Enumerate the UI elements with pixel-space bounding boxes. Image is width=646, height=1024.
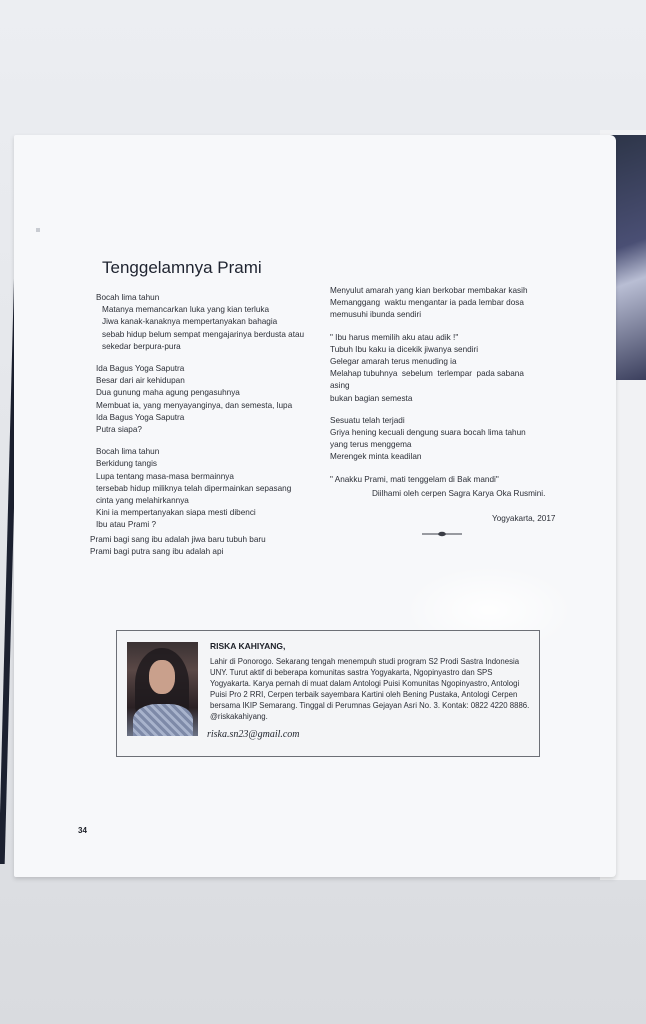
poem-line: tersebab hidup miliknya telah dipermainkan sepasang: [96, 483, 292, 493]
poem-line: Tubuh Ibu kaku ia dicekik jiwanya sendiri: [330, 344, 479, 354]
poem-line: sebab hidup belum sempat mengajarinya berdusta atau: [102, 329, 305, 339]
author-email: riska.sn23@gmail.com: [207, 729, 300, 740]
poem-line: Sesuatu telah terjadi: [330, 415, 405, 425]
place-date: Yogyakarta, 2017: [492, 514, 556, 523]
stanza-7: [330, 474, 528, 486]
poem-line: cinta yang melahirkannya: [96, 496, 189, 506]
stanza-5: [330, 332, 528, 405]
poem-line: Merengek minta keadilan: [330, 452, 422, 462]
stanza-1: [96, 292, 304, 353]
author-bio-text: Lahir di Ponorogo. Sekarang tengah menempuh studi program S2 Prodi Sastra Indonesia UNY. Turut aktif di beberapa komunitas sastra Yogyakarta, Ngopinyastro dan SPS Yogyakarta. Karya pernah di muat dalam Antologi Puisi Komunitas Ngopinyastro, Antologi Puisi Pro 2 RRI, Cerpen terbaik sayembara Kartini oleh Bening Pustaka, Antologi Cerpen bersama IKIP Semarang. Tinggal di Perumnas Gejayan Asri No. 3. Kontak: 0822 4220 8886. @riskakahiyang.: [210, 657, 530, 722]
ornament-divider: [420, 529, 464, 539]
page-mark: [36, 228, 40, 232]
poem-line: memusuhi ibunda sendiri: [330, 310, 422, 320]
poem-line: " Anakku Prami, mati tenggelam di Bak mandi": [330, 474, 499, 484]
poem-line: asing: [330, 381, 350, 391]
stanza-3: [96, 446, 304, 531]
poem-line: Prami bagi putra sang ibu adalah api: [90, 547, 224, 557]
poem-line: Prami bagi sang ibu adalah jiwa baru tubuh baru: [90, 535, 266, 544]
poem-line: Menyulut amarah yang kian berkobar membakar kasih: [330, 286, 528, 295]
poem-line: sekedar berpura-pura: [102, 341, 181, 351]
poem-title: Tenggelamnya Prami: [102, 258, 262, 277]
poem-right-column: [330, 285, 528, 496]
poem-line: Putra siapa?: [96, 425, 142, 435]
poem-line: Bocah lima tahun: [96, 293, 160, 302]
poem-line: Ida Bagus Yoga Saputra: [96, 412, 185, 422]
poem-line: yang terus menggema: [330, 440, 412, 450]
poem-line: Lupa tentang masa-masa bermainnya: [96, 471, 234, 481]
poem-closing-couplet: [90, 534, 266, 558]
poem-line: " Ibu harus memilih aku atau adik !": [330, 332, 459, 342]
poem-line: bukan bagian semesta: [330, 393, 413, 403]
poem-line: Dua gunung maha agung pengasuhnya: [96, 388, 240, 398]
poem-line: Griya hening kecuali dengung suara bocah lima tahun: [330, 428, 526, 438]
poem-left-column: [96, 292, 304, 542]
poem-line: Gelegar amarah terus menuding ia: [330, 357, 457, 367]
poem-line: Bocah lima tahun: [96, 447, 160, 457]
stanza-4: [330, 285, 528, 322]
stanza-2: [96, 363, 304, 436]
author-photo: [127, 642, 198, 736]
poem-line: Memanggang waktu mengantar ia pada lembar dosa: [330, 298, 524, 308]
poem-line: Membuat ia, yang menyayanginya, dan semesta, lupa: [96, 400, 293, 410]
poem-line: Matanya memancarkan luka yang kian terluka: [102, 305, 270, 315]
poem-line: Ida Bagus Yoga Saputra: [96, 364, 185, 374]
author-name: RISKA KAHIYANG,: [210, 641, 286, 651]
poem-line: Kini ia mempertanyakan siapa mesti dibenci: [96, 508, 256, 518]
poem-line: Berkidung tangis: [96, 459, 157, 469]
poem-line: Jiwa kanak-kanaknya mempertanyakan bahagia: [102, 317, 278, 327]
poem-line: Ibu atau Prami ?: [96, 520, 157, 530]
poem-line: Besar dari air kehidupan: [96, 376, 185, 386]
stanza-6: [330, 415, 528, 464]
poem-line: Melahap tubuhnya sebelum terlempar pada sabana: [330, 369, 524, 379]
page-number: 34: [78, 826, 87, 835]
dedication-note: Diilhami oleh cerpen Sagra Karya Oka Rusmini.: [372, 489, 546, 498]
